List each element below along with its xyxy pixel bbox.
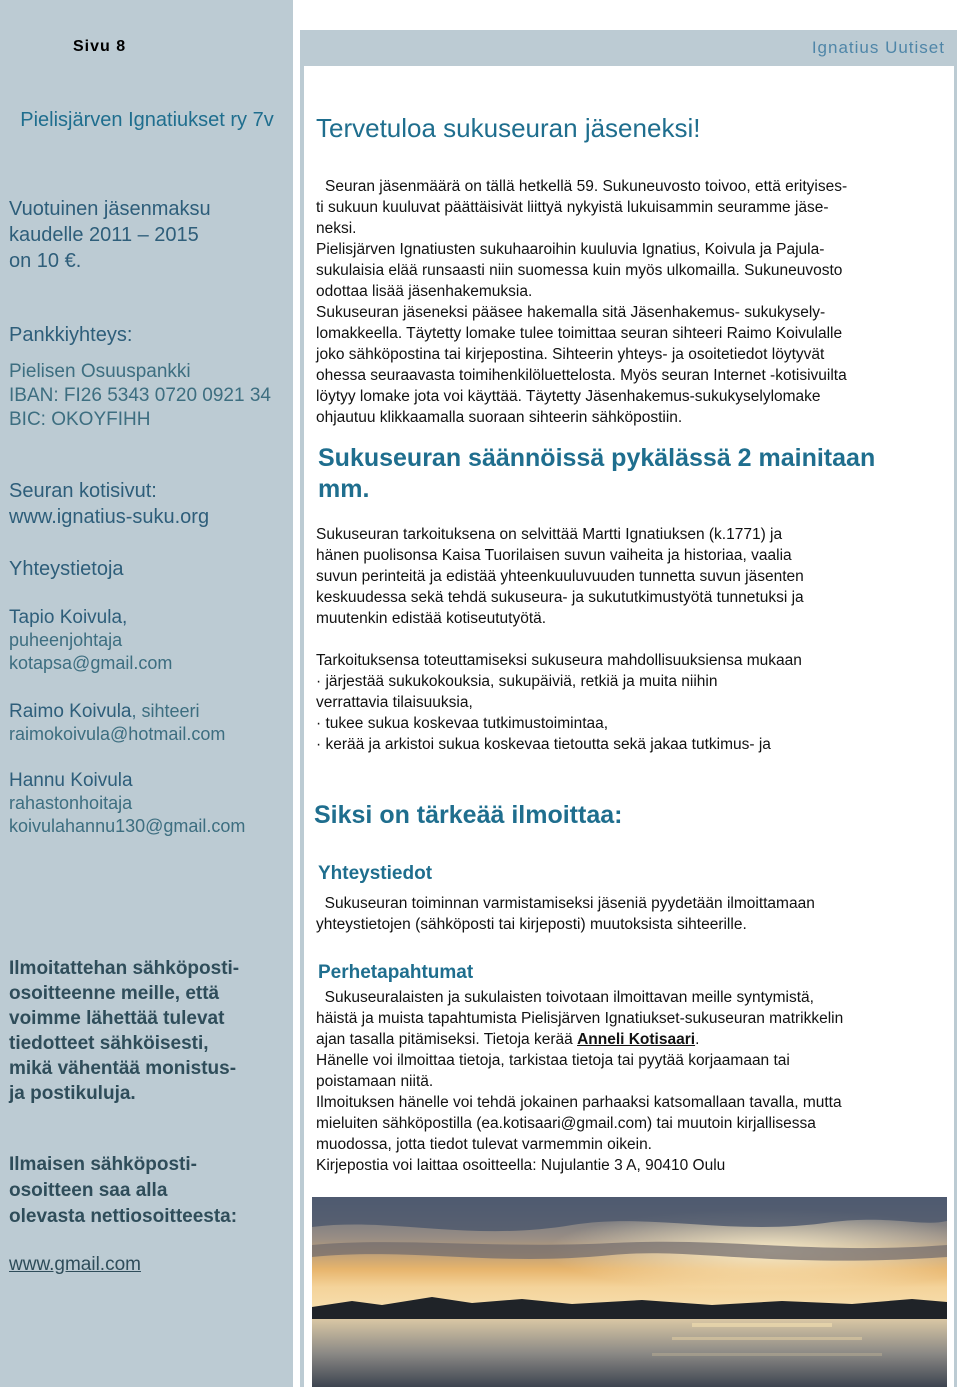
text-span: . [695,1031,700,1048]
text-line: sukulaisia elää runsaasti niin suomessa kuin myös ulkomailla. Sukuneuvosto [316,262,843,279]
notice-line: voimme lähettää tulevat [9,1008,225,1029]
fee-line: on 10 €. [9,250,82,272]
sidebar [0,0,293,1387]
contact-chair [9,606,172,675]
text-line: ohessa seuraavasta toimihenkilöluettelosta. Myös seuran Internet -kotisivuilta [316,367,847,384]
email-notice [9,956,239,1106]
text-line: suvun perinteitä ja edistää yhteenkuuluvuuden tunnetta suvun jäsenten [316,568,804,585]
text-line: ohjautuu klikkaamalla suoraan sihteerin sähköpostiin. [316,409,683,426]
fee-line: kaudelle 2011 – 2015 [9,224,199,246]
fee-line: Vuotuinen jäsenmaksu [9,198,211,220]
contact-name: Tapio Koivula, [9,607,128,628]
text-line: löytyy lomake jota voi käyttää. Täytetty Jäsenhakemus-sukukyselylomake [316,388,821,405]
text-line [316,1029,942,1050]
contact-info-title: Yhteystiedot [318,863,433,884]
contact-email[interactable]: raimokoivula@hotmail.com [9,724,226,744]
text-line: Sukuseuran tarkoituksena on selvittää Martti Ignatiuksen (k.1771) ja [316,526,783,543]
text-line: odottaa lisää jäsenhakemuksia. [316,283,533,300]
contact-person-link[interactable]: Anneli Kotisaari [577,1031,696,1048]
header-bar [300,30,957,66]
intro-text [316,176,942,428]
contact-role: puheenjohtaja [9,630,123,650]
text-span: ajan tasalla pitämiseksi. Tietoja kerää [316,1031,578,1048]
contact-email[interactable]: kotapsa@gmail.com [9,653,173,673]
contact-info-text [316,893,942,935]
contact-name: Hannu Koivula [9,770,133,791]
contact-role: rahastonhoitaja [9,793,133,813]
text-line: Sukuseuran toiminnan varmistamiseksi jäseniä pyydetään ilmoittamaan [316,895,815,912]
organization-title: Pielisjärven Ignatiukset ry 7v [20,109,274,131]
newsletter-title: Ignatius Uutiset [811,38,945,57]
frame-border-left [300,66,304,1387]
frame-border-right [954,66,957,1387]
notice-line: Ilmoitattehan sähköposti- [9,958,240,979]
text-line: muutenkin edistää kotiseututyötä. [316,610,547,627]
notice-line: ja postikuluja. [9,1083,136,1104]
text-line: Pielisjärven Ignatiusten sukuhaaroihin kuuluvia Ignatius, Koivula ja Pajula- [316,241,825,258]
bank-heading: Pankkiyhteys: [9,324,133,346]
important-title: Siksi on tärkeää ilmoittaa: [314,801,623,829]
free-email-line: olevasta nettiosoitteesta: [9,1206,238,1227]
list-item: · kerää ja arkistoi sukua koskevaa tietoutta sekä jakaa tutkimus- ja [316,736,771,753]
text-line: Seuran jäsenmäärä on tällä hetkellä 59. Sukuneuvosto toivoo, että erityises- [325,178,848,195]
bank-line: IBAN: FI26 5343 0720 0921 34 [9,385,271,406]
free-email-note [9,1152,237,1230]
text-line: verrattavia tilaisuuksia, [316,694,473,711]
contact-secretary [9,700,225,746]
list-item: · tukee sukua koskevaa tutkimustoimintaa, [316,715,609,732]
family-events-text [316,987,942,1176]
text-line: häistä ja muista tapahtumista Pielisjärven Ignatiukset-sukuseuran matrikkelin [316,1010,844,1027]
text-line: Ilmoituksen hänelle voi tehdä jokainen parhaaksi katsomallaan tavalla, mutta [316,1094,842,1111]
rules-title [318,443,875,505]
text-line: Tarkoituksensa toteuttamiseksi sukuseura mahdollisuuksiensa mukaan [316,652,802,669]
membership-fee [9,196,211,274]
text-line: joko sähköpostina tai kirjepostina. Sihteerin yhteys- ja osoitetiedot löytyvät [316,346,825,363]
list-item: · järjestää sukukokouksia, sukupäiviä, retkiä ja muita niihin [316,673,718,690]
text-line: ti sukuun kuuluvat päättäisivät liittyä nykyistä lukuisammin seuramme jäse- [316,199,829,216]
free-email-line: Ilmaisen sähköposti- [9,1154,197,1175]
text-line: neksi. [316,220,357,237]
notice-line: mikä vähentää monistus- [9,1058,237,1079]
lake-sunset-image [312,1197,947,1387]
contact-treasurer [9,769,245,838]
rules-title-line: mm. [318,475,370,503]
contacts-heading: Yhteystietoja [9,558,124,580]
notice-line: osoitteenne meille, että [9,983,220,1004]
text-line: hänen puolisonsa Kaisa Tuorilaisen suvun vaiheita ja historiaa, vaalia [316,547,792,564]
text-line: Sukuseuran jäseneksi pääsee hakemalla sitä Jäsenhakemus- sukukysely- [316,304,826,321]
site-heading: Seuran kotisivut: [9,480,157,502]
means-text [316,650,942,755]
text-line: Kirjepostia voi laittaa osoitteella: Nujulantie 3 A, 90410 Oulu [316,1157,726,1174]
text-line: Hänelle voi ilmoittaa tietoja, tarkistaa tietoja tai pyytää korjaamaan tai [316,1052,790,1069]
rules-title-line: Sukuseuran säännöissä pykälässä 2 mainitaan [318,444,876,472]
welcome-title: Tervetuloa sukuseuran jäseneksi! [316,113,701,143]
gmail-link[interactable]: www.gmail.com [9,1254,141,1275]
contact-email[interactable]: koivulahannu130@gmail.com [9,816,246,836]
text-line: lomakkeella. Täytetty lomake tulee toimittaa seuran sihteeri Raimo Koivulalle [316,325,843,342]
page-number: Sivu 8 [73,38,127,55]
bank-line: BIC: OKOYFIHH [9,409,151,430]
purpose-text [316,524,942,629]
bank-line: Pielisen Osuuspankki [9,361,191,382]
text-line: mieluiten sähköpostilla (ea.kotisaari@gmail.com) tai muutoin kirjallisessa [316,1115,816,1132]
text-line: keskuudessa sekä tehdä sukuseura- ja sukututkimustyötä tunnetuksi ja [316,589,804,606]
text-line: Sukuseuralaisten ja sukulaisten toivotaan ilmoittavan meille syntymistä, [316,989,814,1006]
contact-role: , sihteeri [131,701,200,721]
free-email-line: osoitteen saa alla [9,1180,168,1201]
bank-details [9,360,271,432]
family-events-title: Perhetapahtumat [318,962,474,983]
contact-name: Raimo Koivula [9,701,132,722]
lake-sunset-photo [312,1197,947,1387]
notice-line: tiedotteet sähköisesti, [9,1033,209,1054]
text-line: muodossa, jotta tiedot tulevat varmemmin oikein. [316,1136,652,1153]
text-line: poistamaan niitä. [316,1073,434,1090]
text-line: yhteystietojen (sähköposti tai kirjeposti) muutoksista sihteerille. [316,916,747,933]
site-url-link[interactable]: www.ignatius-suku.org [9,506,210,528]
